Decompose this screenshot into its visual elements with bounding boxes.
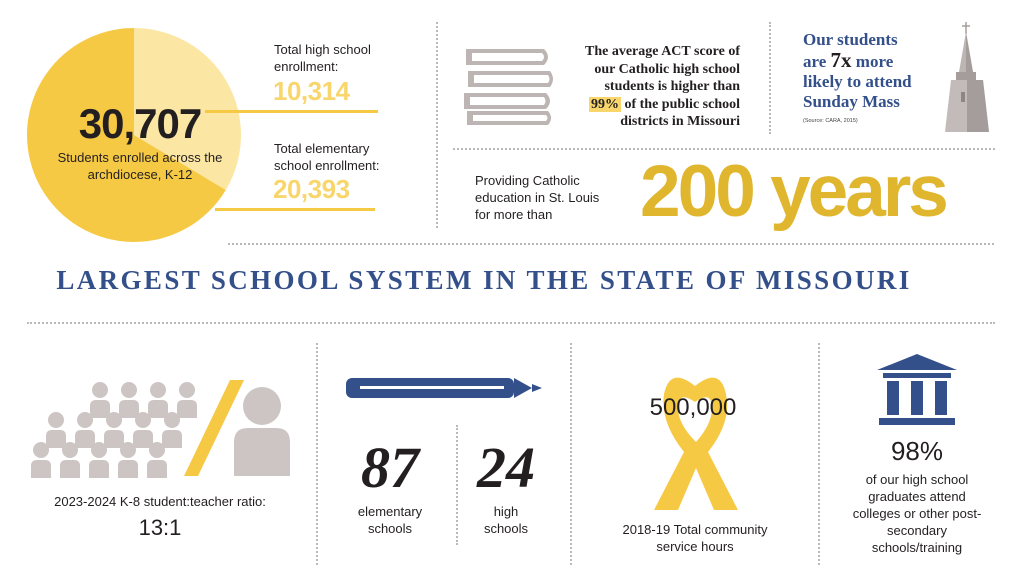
student-figure (147, 460, 167, 478)
divider (228, 243, 994, 245)
student-figure (121, 382, 137, 398)
student-figure (162, 430, 182, 448)
divider (27, 322, 995, 324)
service-hours-value: 500,000 (649, 394, 737, 421)
elementary-school-label: elementary schools (357, 504, 423, 536)
mass-multiplier: 7x (830, 48, 852, 72)
enrollment-caption: Students enrolled across the archdiocese, K-12 (57, 150, 223, 182)
history-caption: Providing Catholic education in St. Louis for more than (475, 173, 600, 222)
student-figure (104, 430, 124, 448)
high-school-enrollment-label: Total high school enrollment: (274, 42, 371, 74)
ribbon-icon (640, 364, 750, 514)
student-figure (118, 460, 138, 478)
service-hours-label: 2018-19 Total community service hours (622, 522, 768, 554)
student-figure (75, 430, 95, 448)
mass-statement (803, 30, 943, 112)
student-figure (148, 400, 168, 418)
student-figure (91, 442, 107, 458)
student-teacher-icon (30, 376, 292, 480)
mass-line-1: Our students (803, 30, 898, 49)
student-figure (177, 400, 197, 418)
act-line-4-text: of the public school (624, 96, 740, 112)
mass-line-2 (803, 50, 943, 72)
pencil-icon (346, 376, 546, 400)
mass-line-4: Sunday Mass (803, 92, 900, 111)
mass-source: (Source: CARA, 2015) (803, 118, 858, 124)
student-figure (164, 412, 180, 428)
divider (769, 22, 771, 134)
act-line-4 (548, 96, 740, 114)
student-figure (150, 382, 166, 398)
student-figure (92, 382, 108, 398)
divider (456, 425, 458, 545)
mass-line-2-pre: are (803, 52, 827, 71)
student-figure (89, 460, 109, 478)
elementary-school-count: 87 (361, 435, 419, 500)
student-figure (119, 400, 139, 418)
act-line-1: The average ACT score of (584, 44, 740, 59)
act-line-5: districts in Missouri (620, 114, 740, 129)
books-icon (462, 43, 557, 127)
high-school-underline (205, 110, 378, 113)
act-highlight: 99% (590, 96, 619, 112)
mass-line-2-post: more (855, 52, 894, 71)
student-figure (33, 442, 49, 458)
student-figure (31, 460, 51, 478)
banner-title: LARGEST SCHOOL SYSTEM IN THE STATE OF MISSOURI (56, 265, 912, 295)
student-figure (135, 412, 151, 428)
mass-line-3: likely to attend (803, 72, 912, 91)
divider (453, 148, 995, 150)
divider (570, 343, 572, 565)
student-figure (46, 430, 66, 448)
divider (316, 343, 318, 565)
student-figure (120, 442, 136, 458)
student-figure (60, 460, 80, 478)
enrollment-total: 30,707 (78, 100, 202, 147)
elementary-enrollment-label: Total elementary school enrollment: (274, 141, 380, 173)
divider (436, 22, 438, 228)
church-steeple-icon (943, 22, 993, 134)
student-figure (48, 412, 64, 428)
elementary-enrollment-value: 20,393 (273, 174, 350, 204)
student-figure (62, 442, 78, 458)
divider (818, 343, 820, 565)
graduates-label: of our high school graduates attend colleges or other post-secondary schools/training (852, 472, 982, 555)
graduates-percent: 98% (890, 436, 944, 466)
college-building-icon (877, 354, 957, 426)
student-figure (149, 442, 165, 458)
student-figure (77, 412, 93, 428)
history-big-text: 200 years (640, 151, 946, 232)
act-statement (548, 43, 740, 131)
student-figure (90, 400, 110, 418)
high-school-label: high schools (483, 504, 529, 536)
elementary-underline (215, 208, 375, 211)
ratio-value: 13:1 (138, 515, 182, 540)
student-figure (106, 412, 122, 428)
high-school-enrollment-value: 10,314 (273, 76, 350, 106)
ratio-label: 2023-2024 K-8 student:teacher ratio: (54, 494, 266, 509)
high-school-count: 24 (477, 435, 535, 500)
act-line-3: students is higher than (604, 79, 740, 94)
act-line-2: our Catholic high school (594, 61, 740, 77)
student-figure (133, 430, 153, 448)
student-figure (179, 382, 195, 398)
